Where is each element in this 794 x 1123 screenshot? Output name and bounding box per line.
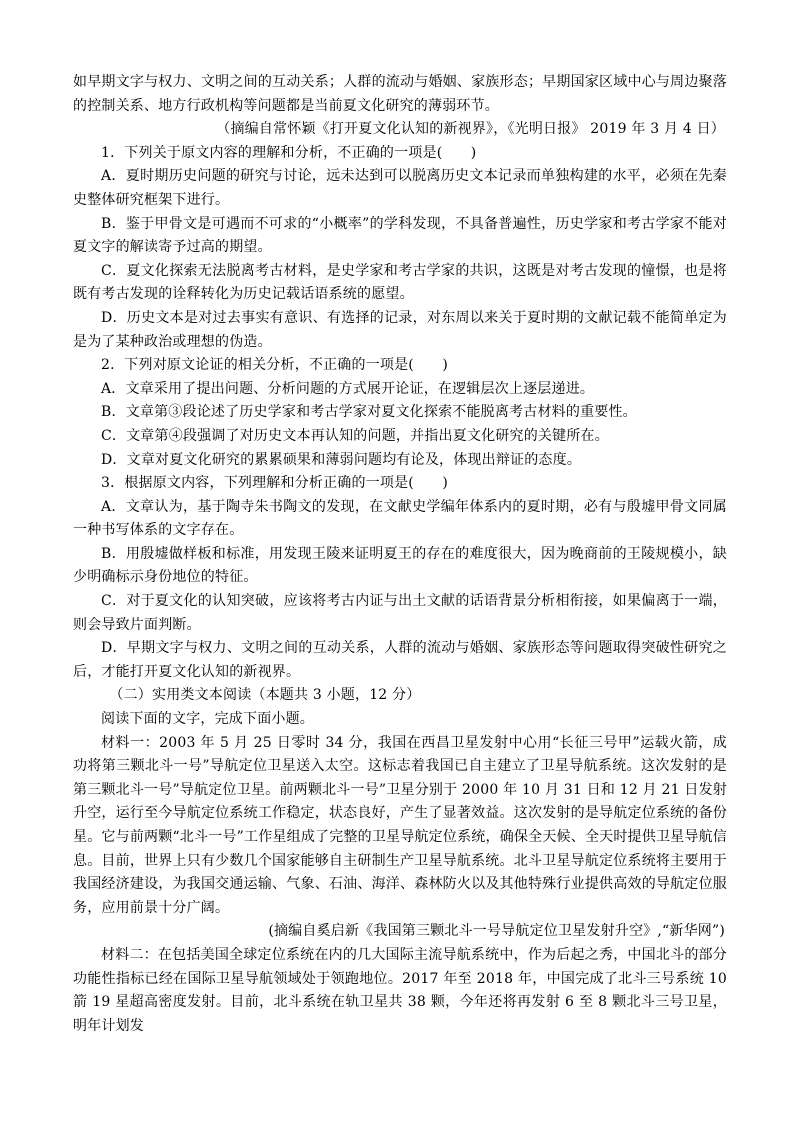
material-1-paragraph: 材料一：2003 年 5 月 25 日零时 34 分，我国在西昌卫星发射中心用“长征三号甲”运载火箭，成功将第三颗北斗一号”导航定位卫星送入太空。这标志着我国已自主建立了卫星导航系统。这次发射的是第三颗北斗一号”导航定位卫星。前两颗北斗一号”卫星分别于 2000 年 10 月 31 日和 12 月 21 日发射升空，运行至今导航定位系统工作稳定，状态良好，产生了显著效益。这次发射的是导航定位系统的备份星。它与前两颗“北斗一号”工作星组成了完整的卫星导航定位系统，确保全天候、全天时提供卫星导航信息。目前，世界上只有少数几个国家能够自主研制生产卫星导航系统。北斗卫星导航定位系统将主要用于我国经济建设，为我国交通运输、气象、石油、海洋、森林防火以及其他特殊行业提供高效的导航定位服务，应用前景十分广阔。: [73, 734, 727, 916]
question-1-option-d: D．历史文本是对过去事实有意识、有选择的记录，对东周以来关于夏时期的文献记载不能简单定为是为了某种政治或理想的伪造。: [73, 309, 727, 350]
question-2-option-d: D．文章对夏文化研究的累累硕果和薄弱问题均有论及，体现出辩证的态度。: [101, 451, 582, 468]
source-citation-2: (摘编自奚启新《我国第三颗北斗一号导航定位卫星发射升空》,“新华网”): [268, 923, 725, 940]
source-citation-1: （摘编自常怀颖《打开夏文化认知的新视界》，《光明日报》 2019 年 3 月 4 日）: [216, 121, 725, 138]
question-2-stem: 2．下列对原文论证的相关分析，不正确的一项是( ): [101, 357, 449, 374]
question-2-option-c: C．文章第④段强调了对历史文本再认知的问题，并指出夏文化研究的关键所在。: [101, 427, 609, 444]
question-3-stem: 3．根据原文内容，下列理解和分析正确的一项是( ): [101, 475, 449, 492]
question-3-option-b: B．用殷墟做样板和标准，用发现王陵来证明夏王的存在的难度很大，因为晚商前的王陵规模小，缺少明确标示身份地位的特征。: [73, 545, 727, 586]
intro-continuation-paragraph: 如早期文字与权力、文明之间的互动关系；人群的流动与婚姻、家族形态；早期国家区域中心与周边聚落的控制关系、地方行政机构等问题都是当前夏文化研究的薄弱环节。: [73, 74, 727, 114]
question-1-option-a: A．夏时期历史问题的研究与讨论，远未达到可以脱离历史文本记录而单独构建的水平，必须在先秦史整体研究框架下进行。: [73, 168, 727, 208]
question-2-option-a: A．文章采用了提出问题、分析问题的方式展开论证，在逻辑层次上逐层递进。: [101, 380, 595, 397]
material-2-paragraph: 材料二：在包括美国全球定位系统在内的几大国际主流导航系统中，作为后起之秀，中国北斗的部分功能性指标已经在国际卫星导航领域处于领跑地位。2017 年至 2018 年，中国完成了北斗三号系统 10 箭 19 星超高密度发射。目前，北斗系统在轨卫星共 38 颗，今年还将再发射 6 至 8 颗北斗三号卫星，明年计划发: [73, 946, 727, 1034]
question-3-option-a: A．文章认为，基于陶寺朱书陶文的发现，在文献史学编年体系内的夏时期，必有与殷墟甲骨文同属一种书写体系的文字存在。: [73, 498, 727, 539]
question-1-stem: 1．下列关于原文内容的理解和分析，不正确的一项是( ): [101, 144, 477, 161]
reading-instruction: 阅读下面的文字，完成下面小题。: [101, 711, 314, 728]
section-heading: （二）实用类文本阅读（本题共 3 小题，12 分）: [109, 687, 421, 704]
question-2-option-b: B．文章第③段论述了历史学家和考古学家对夏文化探索不能脱离考古材料的重要性。: [101, 404, 637, 421]
question-1-option-c: C．夏文化探索无法脱离考古材料，是史学家和考古学家的共识，这既是对考古发现的憧憬，也是将既有考古发现的诠释转化为历史记载话语系统的愿望。: [73, 262, 727, 303]
question-3-option-c: C．对于夏文化的认知突破，应该将考古内证与出土文献的话语背景分析相衔接，如果偏离于一端，则会导致片面判断。: [73, 593, 727, 633]
document-page: [73, 71, 727, 1038]
question-1-option-b: B．鉴于甲骨文是可遇而不可求的“小概率”的学科发现，不具备普遍性，历史学家和考古学家不能对夏文字的解读寄予过高的期望。: [73, 215, 727, 256]
question-3-option-d: D．早期文字与权力、文明之间的互动关系，人群的流动与婚姻、家族形态等问题取得突破性研究之后，才能打开夏文化认知的新视界。: [73, 640, 727, 680]
